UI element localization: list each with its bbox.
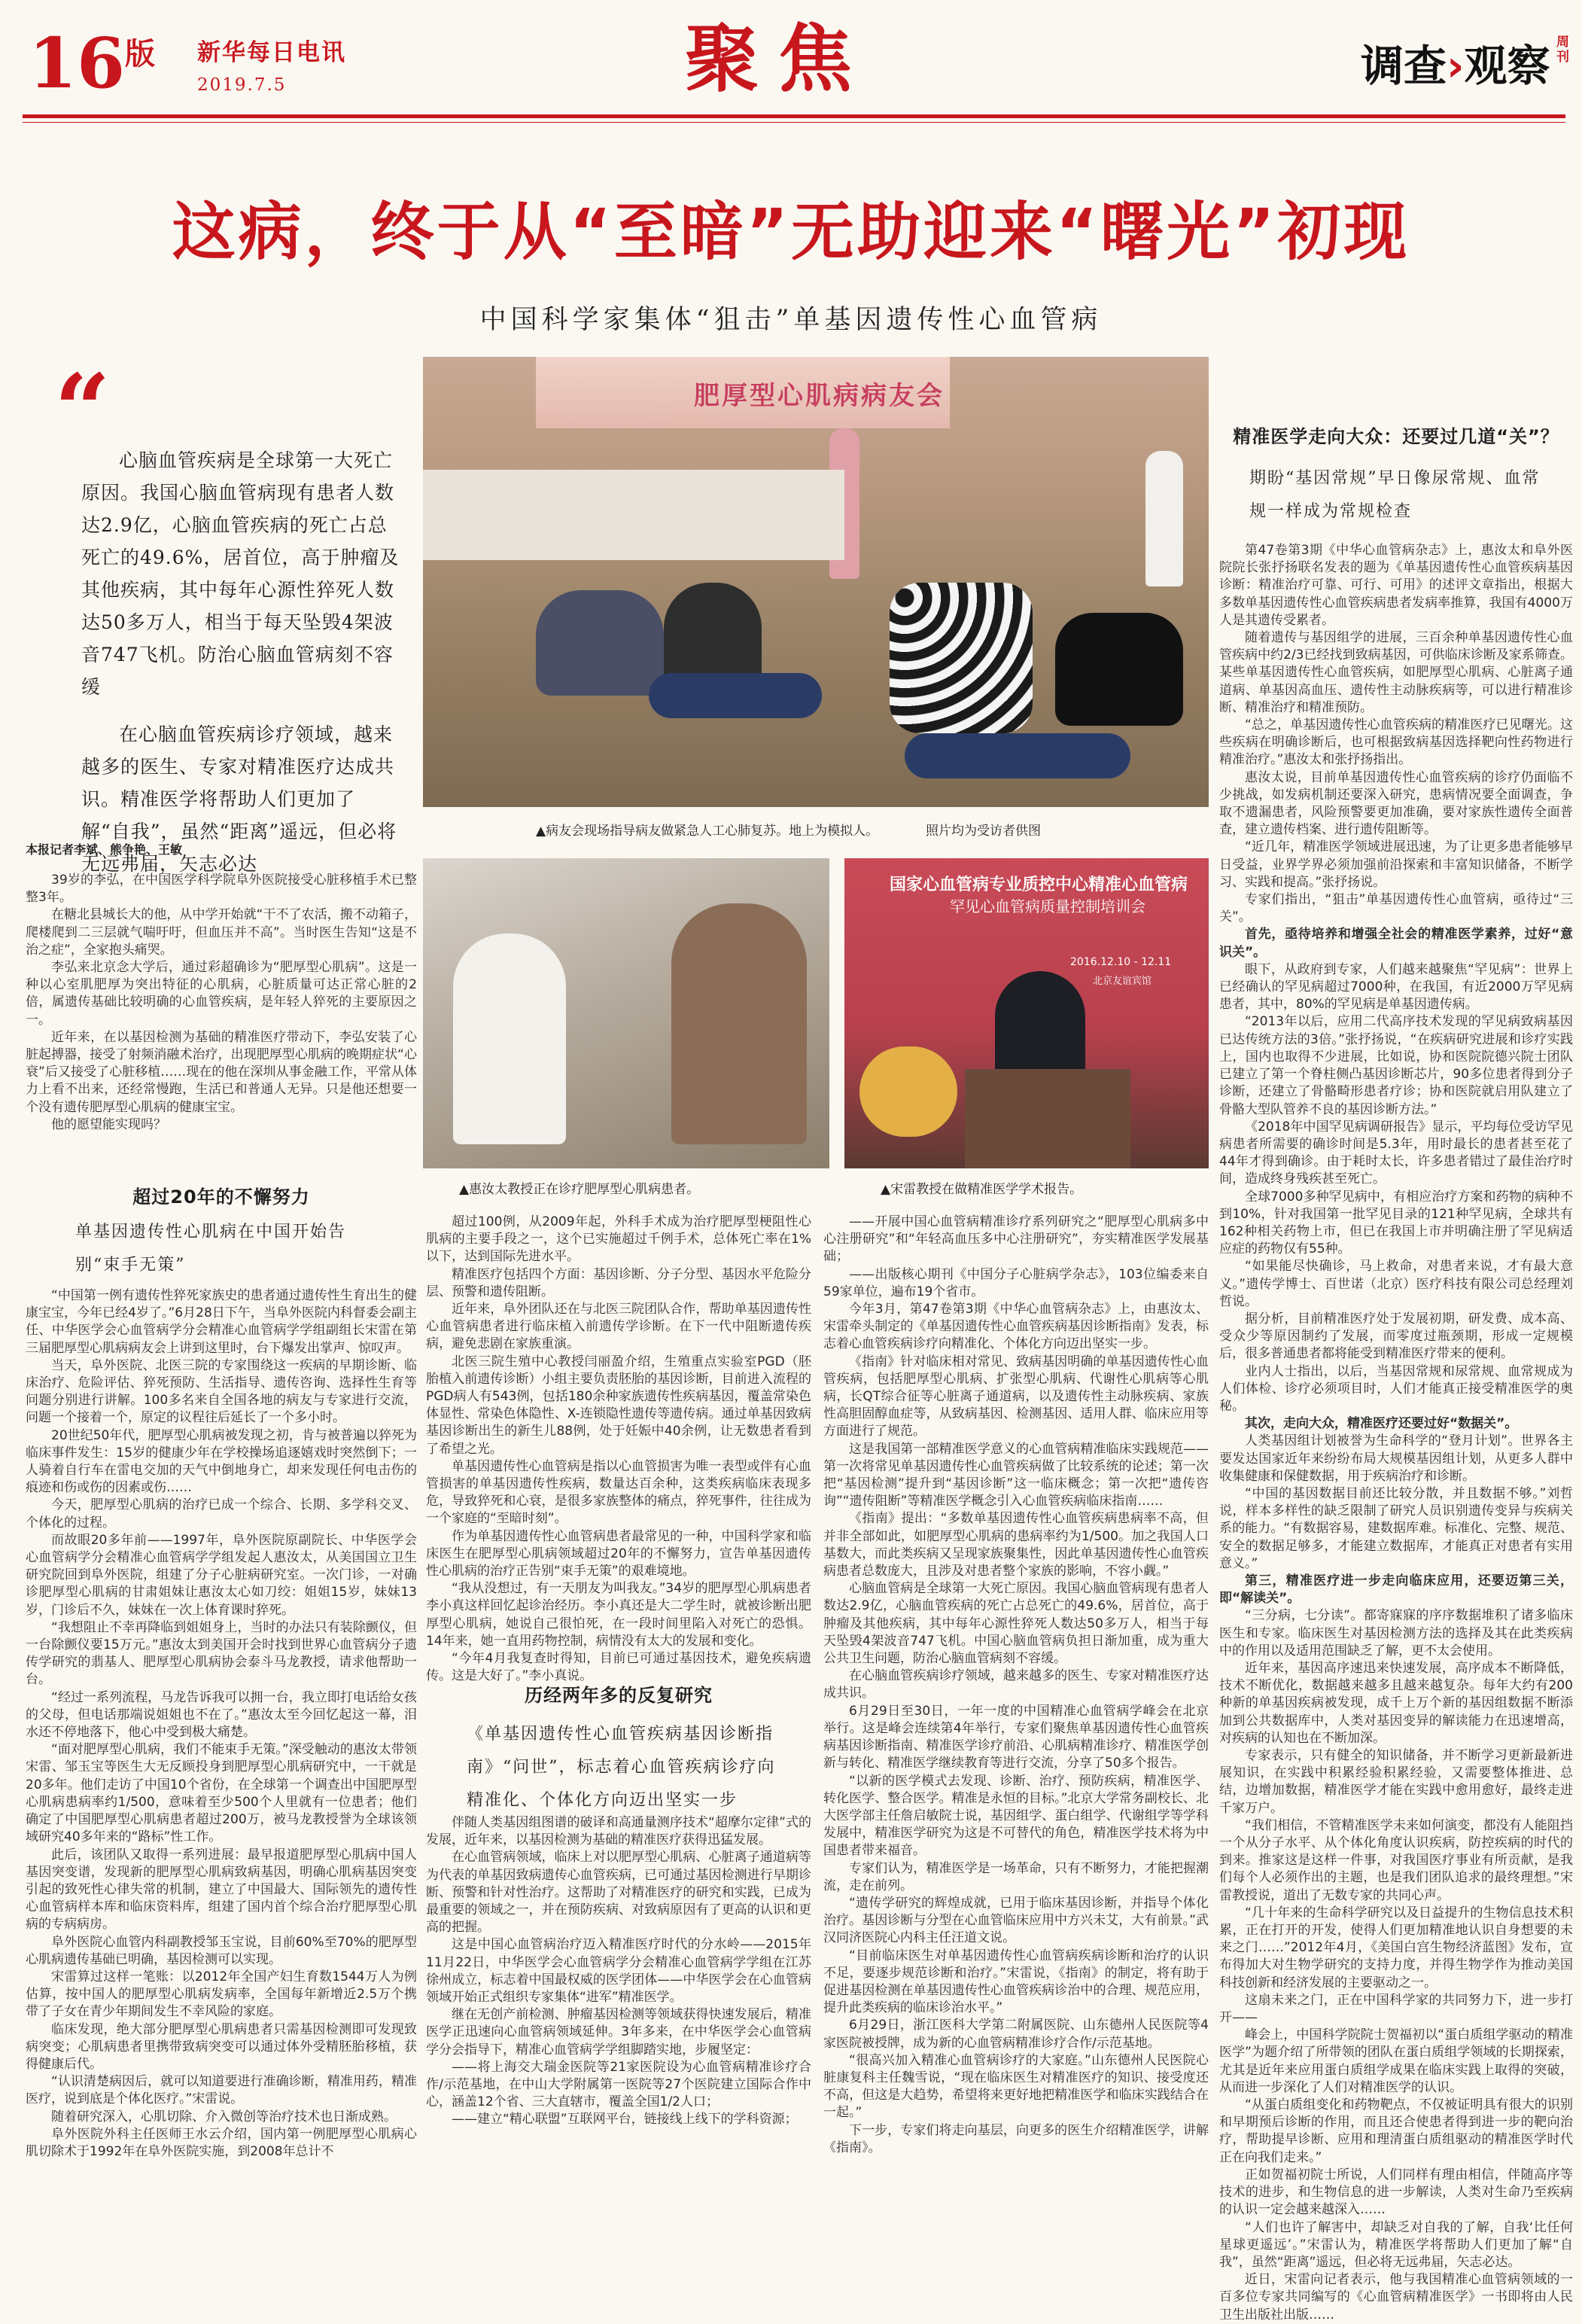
body-paragraph: 峰会上，中国科学院院士贺福初以“蛋白质组学驱动的精准医学”为题介绍了所带领的团队在蛋白质组学领域的长期探索，尤其是近年来应用蛋白质组学成果在临床实践上取得的突破，从而进一步深化了人们对精准医学的认识。: [1219, 2027, 1573, 2095]
body-paragraph: 精准医疗包括四个方面：基因诊断、分子分型、基因水平危险分层、预警和遗传阻断。: [426, 1266, 811, 1299]
body-paragraph: 业内人士指出，以后，当基因常规和尿常规、血常规成为人们体检、诊疗必须项目时，人们才能真正接受精准医学的奥秘。: [1219, 1363, 1573, 1414]
body-paragraph: 而故眼20多年前——1997年，阜外医院原副院长、中华医学会心血管病学分会精准心血管病学学组发起人惠汝太，从美国国立卫生研究院回到阜外医院，组建了分子心脏病研究室。一次门诊，一对确诊肥厚型心肌病的甘肃姐妹让惠汝太心如刀绞：姐姐15岁，妹妹13岁，门诊后不久，妹妹在一次上体育课时猝死。: [26, 1532, 417, 1618]
lead-paragraph: 心脑血管疾病是全球第一大死亡原因。我国心脑血管病现有患者人数达2.9亿，心脑血管疾病的死亡占总死亡的49.6%，居首位，高于肿瘤及其他疾病，其中每年心源性猝死人数达50多万人，相当于每天坠毁4架波音747飞机。防治心脑血管病刻不容缓: [81, 449, 400, 698]
article-subheadline: 中国科学家集体“狙击”单基因遗传性心血管病: [479, 305, 1103, 335]
body-paragraph: 专家们指出，“狙击”单基因遗传性心血管病，亟待过“三关”。: [1219, 892, 1573, 925]
photo-mannequin: [649, 673, 822, 718]
body-paragraph: 20世纪50年代，肥厚型心肌病被发现之初，肯与被普遍以猝死为临床事件发生：15岁的健康少年在学校操场追逐嬉戏时突然倒下；一人骑着自行车在雷电交加的天气中倒地身亡，却来发现任何电击伤的痕迹和伤或伤的因素或伤……: [26, 1427, 417, 1496]
photo-figure: [671, 903, 807, 1144]
body-paragraph: 这是我国第一部精准医学意义的心血管病精准临床实践规范——第一次将常见单基因遗传性心血管疾病做了比较系统的论述；第一次把“基因检测”提升到“基因诊断”这一临床概念；第一次把“遗传咨询”“遗传阻断”等精准医学概念引入心血管疾病临床指南……: [823, 1441, 1209, 1509]
photo-credit: 照片均为受访者供图: [926, 824, 1041, 839]
body-paragraph: 继在无创产前检测、肿瘤基因检测等领域获得快速发展后，精准医学正迅速向心血管病领域延伸。3年多来，在中华医学会心血管病学分会指导下，精准心血管病学学组脚踏实地，步履坚定：: [426, 2007, 811, 2057]
body-paragraph: “以新的医学模式去发现、诊断、治疗、预防疾病，精准医学、转化医学、整合医学。精准是永恒的目标。”北京大学常务副校长、北大医学部主任詹启敏院士说，基因组学、蛋白组学、代谢组学等学科发展中，精准医学研究为这是不可替代的角色，精准医学技术将为中国患者带来福音。: [823, 1773, 1209, 1859]
body-paragraph: ——建立“精心联盟”互联网平台，链接线上线下的学科资源；: [452, 2112, 798, 2128]
photo-figure: [995, 971, 1085, 1084]
byline: 本报记者李斌、熊争艳、王敏: [26, 842, 183, 857]
body-paragraph: “今年4月我复查时得知，目前已可通过基因技术，避免疾病遗传。这是大好了。”李小真说。: [426, 1651, 811, 1684]
body-paragraph: 第47卷第3期《中华心血管病杂志》上，惠汝太和阜外医院院长张抒扬联名发表的题为《单基因遗传性心血管疾病基因诊断：精准治疗可靠、可行、可用》的述评文章指出，根据大多数单基因遗传性心血管疾病患者发病率推算，我国有4000万人是其遗传受累者。: [1219, 543, 1573, 628]
body-paragraph: “认识清楚病因后，就可以知道要进行准确诊断，精准用药，精准医疗，说到底是个体化医疗。”宋雷说。: [26, 2074, 417, 2107]
body-paragraph: ——将上海交大瑞金医院等21家医院设为心血管病精准诊疗合作/示范基地，在中山大学附属第一医院等27个医院建立国际合作中心，涵盖12个省、三大直辖市，覆盖全国1/2人口；: [426, 2059, 811, 2110]
body-paragraph: 正如贺福初院士所说，人们同样有理由相信，伴随高序等技术的进步，和生物信息的进一步解读，人类对生命乃至疾病的认识一定会越来越深入……: [1219, 2167, 1573, 2218]
issue-date: 2019.7.5: [197, 75, 287, 95]
body-paragraph: 专家们认为，精准医学是一场革命，只有不断努力，才能把握潮流，走在前列。: [823, 1860, 1209, 1893]
body-paragraph: 临床发现，绝大部分肥厚型心肌病患者只需基因检测即可发现致病突变；心肌病患者里携带致病突变可以通过体外受精胚胎移植，获得健康后代。: [26, 2021, 417, 2072]
body-paragraph: “我们相信，不管精准医学未来如何演变，都没有人能阻挡一个从分子水平、从个体化角度认识疾病，防控疾病的时代的到来。推家这是这样一件事，对我国医疗事业有所贡献，是我们每个人必须作出的主题，也是我们团队追求的最终理想。”宋雷教授说，道出了无数专家的共同心声。: [1219, 1817, 1573, 1903]
lead-block: [81, 444, 403, 880]
photo-table: [423, 470, 844, 560]
column-brand: [1361, 41, 1550, 91]
body-paragraph: “中国第一例有遗传性猝死家族史的患者通过遗传性生育出生的健康宝宝，今年已经4岁了。”6月28日下午，当阜外医院内科督委会副主任、中华医学会心血管病学分会精准心血管病学学组副组长宋雷在第三届肥厚型心肌病病友会上讲到这里时，台下爆发出掌声、惊叹声。: [26, 1288, 417, 1356]
body-column-1b: [26, 1287, 417, 2274]
photo-flowers: [859, 1046, 957, 1137]
body-paragraph: ——开展中国心血管病精准诊疗系列研究之“肥厚型心肌病多中心注册研究”和“年轻高血压多中心注册研究”，夯实精准医学发展基础；: [823, 1214, 1209, 1265]
body-paragraph: 李弘来北京念大学后，通过彩超确诊为“肥厚型心肌病”。这是一种以心室肌肥厚为突出特征的心肌病，心脏质量可达正常心脏的2倍，属遗传基础比较明确的心血管疾病，是年轻人猝死的主要原因之一。: [26, 960, 417, 1028]
body-paragraph: 这扇未来之门，正在中国科学家的共同努力下，进一步打开——: [1219, 1992, 1573, 2026]
body-paragraph: 在心血管病领域，临床上对以肥厚型心肌病、心脏离子通道病等为代表的单基因致病遗传心血管疾病，已可通过基因检测进行早期诊断、预警和针对性治疗。这帮助了对精准医疗的研究和实践，已成为最重要的领域之一，并在预防疾病、对致病原因有了更高的认识和更高的把握。: [426, 1850, 811, 1936]
body-paragraph: 据分析，目前精准医疗处于发展初期，研发费、成本高、受众少等原因制约了发展，而零度过瓶颈期，形成一定规模后，很多普通患者都将能受到精准医疗带来的便利。: [1219, 1311, 1573, 1362]
body-column-3: [823, 1214, 1209, 2275]
body-paragraph: “很高兴加入精准心血管病诊疗的大家庭。”山东德州人民医院心脏康复科主任魏雪说，“现在临床医生对精准医疗的知识、接受度还不高，但这是大趋势，希望将来更好地把精准医学和临床实践结合在一起。”: [823, 2052, 1209, 2121]
article-headline: 这病，终于从“至暗”无助迎来“曙光”初现: [172, 195, 1410, 269]
lead-paragraph: 在心脑血管疾病诊疗领域，越来越多的医生、专家对精准医疗达成共识。精准医学将帮助人们更加了解“自我”，虽然“距离”遥远，但必将无远弗届，矢志必达: [81, 723, 397, 875]
body-paragraph: “人们也许了解害中，却缺乏对自我的了解，自我‘比任何星球更遥远’。”宋雷认为，精准医学将帮助人们更加了解“自我”，虽然“距离”遥远，但必将无远弗届，矢志必达。: [1219, 2219, 1573, 2270]
body-paragraph: 下一步，专家们将走向基层，向更多的医生介绍精准医学，讲解《指南》。: [823, 2122, 1209, 2155]
body-paragraph: “遗传学研究的辉煌成就，已用于临床基因诊断，并指导个体化治疗。基因诊断与分型在心血管临床应用中方兴未艾，大有前景。”武汉同济医院心内科主任汪道文说。: [823, 1895, 1209, 1946]
body-paragraph: “如果能尽快确诊，马上救命，对患者来说，才有最大意义。”遗传学博士、百世诺（北京）医疗科技有限公司总经理刘哲说。: [1219, 1259, 1573, 1309]
body-paragraph: 此后，该团队又取得一系列进展：最早报道肥厚型心肌病中国人基因突变谱，发现新的肥厚型心肌病致病基因，明确心肌病基因突变引起的致死性心律失常的机制，建立了中国最大、国际领先的遗传性心血管病样本库和临床资料库，组建了国内首个综合治疗肥厚型心肌病的专病病房。: [26, 1847, 417, 1933]
lecture-banner-title: 国家心血管病专业质控中心精准心血管病: [890, 876, 1188, 894]
newspaper-name: 新华每日电讯: [197, 39, 346, 66]
body-paragraph: 当天，阜外医院、北医三院的专家围绕这一疾病的早期诊断、临床治疗、危险评估、猝死预防、生活指导、遗传咨询、选择性生育等问题分别进行讲解。100多名来自全国各地的病友与专家进行交流，问题一个接着一个，原定的议程往后延长了一个多小时。: [26, 1357, 417, 1426]
body-paragraph: 全球7000多种罕见病中，有相应治疗方案和药物的病种不到10%，针对我国第一批罕见目录的121种罕见病，全球共有162种相关药物上市，但已在我国上市并明确注册了罕见病适应症的药物仅有55种。: [1219, 1189, 1573, 1257]
body-paragraph: 6月29日，浙江医科大学第二附属医院、山东德州人民医院等4家医院被授牌，成为新的心血管病精准诊疗合作/示范基地。: [823, 2018, 1209, 2051]
photo-figure: [1055, 613, 1183, 726]
column-brand-right: 观察: [1464, 41, 1550, 91]
body-paragraph: 超过100例，从2009年起，外科手术成为治疗肥厚型梗阻性心肌病的主要手段之一，这个已实施超过千例手术，总体死亡率在1%以下，达到国际先进水平。: [426, 1214, 811, 1265]
photo-mannequin: [905, 733, 1130, 778]
doctor-photo: [423, 858, 829, 1168]
body-paragraph: 这是中国心血管病治疗迈入精准医疗时代的分水岭——2015年11月22日，中华医学会心血管病学分会精准心血管病学学组在江苏徐州成立，标志着中国最权威的医学团体——中华医学会在心血管病领域开始正式组织专家集体“进军”精准医学。: [426, 1937, 811, 2006]
body-paragraph: “中国的基因数据目前还比较分散，并且数据不够。”刘哲说，样本多样性的缺乏限制了研究人员识别遗传变异与疾病关系的能力。“有数据容易，建数据库难。标准化、完整、规范、安全的数据足够多，才能建立数据库，才能真正对患者有实用意义。”: [1219, 1485, 1573, 1571]
main-photo: [423, 357, 1209, 807]
section-title: 聚焦: [685, 16, 872, 102]
body-paragraph: 阜外医院心血管内科副教授邹玉宝说，目前60%至70%的肥厚型心肌病遗传基础已明确，基因检测可以实现。: [26, 1934, 417, 1967]
weekly-label: 周刊: [1556, 35, 1569, 65]
quote-mark-icon: “: [54, 352, 111, 468]
body-paragraph: 近年来，基因高序速迅来快速发展，高序成本不断降低，技术不断优化，数据越来越多且越来越复杂。每年大约有200种新的单基因疾病被发现，成千上万个新的基因组数据不断添加到公共数据库中，人类对基因变异的解读能力在迅速增高，对疾病的认知也在不断加深。: [1219, 1661, 1573, 1746]
body-paragraph: “三分病，七分读”。都寄寐寐的序序数据堆积了诸多临床医生和专家。临床医生对基因检测方法的选择及其在此类疾病中的作用以及适用范围缺乏了解，更不太会使用。: [1219, 1608, 1573, 1658]
photo-figure: [890, 583, 1033, 733]
body-paragraph: 近日，宋雷向记者表示，他与我国精准心血管病领域的一百多位专家共同编写的《心血管病精准医学》一书即将由人民卫生出版社出版……: [1219, 2272, 1573, 2322]
body-paragraph: 人类基因组计划被誉为生命科学的“登月计划”。世界各主要发达国家近年来纷纷布局大规模基因组计划，从更多人群中收集健康和保健数据，用于疾病治疗和诊断。: [1219, 1433, 1573, 1484]
body-paragraph: “我想阻止不幸再降临到姐姐身上，当时的办法只有装除颤仪，但一台除颤仪要15万元。”惠汝太到美国开会时找到世界心血管病分子遗传学研究的翡基人、肥厚型心肌病协会泰斗马龙教授，请求他帮助一台。: [26, 1619, 417, 1688]
column-brand-left: 调查: [1361, 41, 1447, 91]
lecture-date: 2016.12.10 - 12.11: [1070, 956, 1172, 968]
body-paragraph: 专家表示，只有健全的知识储备，并不断学习更新最新进展知识，在实践中积累经验积累经验，又需要整体推进、总结，边增加数据，精准医学才能在实践中愈用愈好，最终走进千家万户。: [1219, 1748, 1573, 1816]
body-paragraph: 他的愿望能实现吗？: [51, 1116, 166, 1132]
lecture-place: 北京友谊宾馆: [1093, 976, 1152, 987]
body-paragraph: 阜外医院外科主任医师王水云介绍，国内第一例肥厚型心肌病心肌切除术于1992年在阜外医院实施，到2008年总计不: [26, 2126, 417, 2159]
section-subheading-2: 《单基因遗传性心血管疾病基因诊断指南》“问世”，标志着心血管疾病诊疗向精准化、个体化方向迈出坚实一步: [467, 1725, 776, 1810]
section-subheading-1: 单基因遗传性心肌病在中国开始告别“束手无策”: [75, 1223, 347, 1275]
body-paragraph: “从蛋白质组变化和药物靶点，不仅被证明具有很大的识别和早期预后诊断的作用，而且还合使患者得到进一步的靶向治疗，帮助提早诊断、应用和理清蛋白质组驱动的精准医学时代正在向我们走来。”: [1219, 2097, 1573, 2165]
main-photo-caption: ▲病友会现场指导病友做紧急人工心肺复苏。地上为模拟人。: [536, 824, 879, 839]
body-paragraph: 随着研究深入，心肌切除、介入微创等治疗技术也日渐成熟。: [51, 2109, 397, 2124]
body-paragraph: “几十年来的生命科学研究以及日益提升的生物信息技术积累，正在打开的开发，使得人们更加精准地认识自身想要的未来之门……”2012年4月，《美国白宫生物经济蓝图》发布，宣布得加大对生物学研究的支持力度，并得生物学作为推动美国科技创新和经济发展的主要驱动之一。: [1219, 1905, 1573, 1990]
body-paragraph: 惠汝太说，目前单基因遗传性心血管疾病的诊疗仍面临不少挑战，如发病机制还要深入研究，患病情况要全面调查，争取不遗漏患者，风险预警要更加准确，要对家族性遗传全面普查，建立遗传档案、进行遗传阻断等。: [1219, 769, 1573, 838]
body-paragraph: 其次，走向大众，精准医疗还要过好“数据关”。: [1245, 1416, 1518, 1432]
body-paragraph: “总之，单基因遗传性心血管疾病的精准医疗已见曙光。这些疾病在明确诊断后，也可根据致病基因选择靶向性药物进行精准治疗。”惠汝太和张抒扬指出。: [1219, 717, 1573, 768]
body-column-2: [426, 1214, 811, 1684]
section-heading-1: 超过20年的不懈努力: [132, 1186, 310, 1208]
header-rule-thin: [23, 122, 1565, 123]
section-heading-2: 历经两年多的反复研究: [525, 1685, 713, 1706]
body-paragraph: 首先，亟待培养和增强全社会的精准医学素养，过好“意识关”。: [1219, 927, 1573, 960]
body-column-2b: [426, 1814, 811, 2274]
lecture-photo: [844, 858, 1209, 1168]
page-number: $16^版$: [29, 23, 156, 104]
photo-figure: [1145, 451, 1183, 586]
photo-banner-title: 肥厚型心肌病病友会: [694, 381, 945, 411]
body-paragraph: 作为单基因遗传性心血管病患者最常见的一种，中国科学家和临床医生在肥厚型心肌病领域超过20年的不懈努力，宣告单基因遗传性心肌病的治疗正告别“束手无策”的艰难境地。: [426, 1528, 811, 1579]
body-paragraph: 北医三院生殖中心教授闫丽盈介绍，生殖重点实验室PGD（胚胎植入前遗传诊断）小组主要负责胚胎的基因诊断，目前进入流程的PGD病人有543例，包括180余种家族遗传性疾病基因，覆盖常染色体显性、常染色体隐性、X-连锁隐性遗传等遗传病。通过单基因致病基因诊断出生的新生儿88例，处于妊娠中40余例，让无数患者看到了希望之光。: [426, 1354, 811, 1457]
body-paragraph: “目前临床医生对单基因遗传性心血管病疾病诊断和治疗的认识不足，要逐步规范诊断和治疗。”宋雷说，《指南》的制定，将有助于促进基因检测在单基因遗传性心血管疾病诊治中的合理、规范应用，提升此类疾病的临床诊治水平。”: [823, 1948, 1209, 2016]
body-paragraph: 随着遗传与基因组学的进展，三百余种单基因遗传性心血管疾病中约2/3已经找到致病基因，可供临床诊断及家系筛查。某些单基因遗传性心血管疾病，如肥厚型心肌病、心脏离子通道病、单基因高血压、遗传性主动脉疾病等，可以进行精准诊断、精准治疗和精准预防。: [1219, 630, 1573, 715]
body-paragraph: 近年来，阜外团队还在与北医三院团队合作，帮助单基因遗传性心血管病患者进行临床植入前遗传学诊断。在下一代中阻断遗传疾病，避免悲剧在家族重演。: [426, 1302, 811, 1352]
body-paragraph: 《指南》提出：“多数单基因遗传性心血管疾病患病率不高，但并非全部如此，如肥厚型心肌病的患病率约为1/500。加之我国人口基数大，而此类疾病又呈现家族聚集性，因此单基因遗传性心血管疾病患者总数庞大，且涉及对患者整个家族的影响，不容小觑。”: [823, 1511, 1209, 1579]
body-column-4: [1219, 542, 1573, 2322]
body-paragraph: 《指南》针对临床相对常见、致病基因明确的单基因遗传性心血管疾病，包括肥厚型心肌病、扩张型心肌病、代谢性心肌病等心肌病，长QT综合征等心脏离子通道病，以及遗传性主动脉疾病、家族性高胆固醇血症等，从致病基因、检测基因、适用人群、临床应用等方面进行了规范。: [823, 1354, 1209, 1439]
body-paragraph: 6月29日至30日，一年一度的中国精准心血管病学峰会在北京举行。这是峰会连续第4年举行，专家们聚焦单基因遗传性心血管疾病基因诊断指南、精准医学诊疗前沿、心肌病精准诊疗、精准医学创新与转化、精准医学继续教育等进行交流，分享了50多个报告。: [823, 1703, 1209, 1771]
body-paragraph: “近几年，精准医学领域进展迅速，为了让更多患者能够早日受益，业界学界必须加强前沿探索和丰富知识储备，不断学习、实践和提高。”张抒扬说。: [1219, 839, 1573, 890]
page-suffix: 版: [125, 36, 156, 72]
body-paragraph: 39岁的李弘，在中国医学科学院阜外医院接受心脏移植手术已整整3年。: [26, 873, 417, 906]
body-paragraph: 近年来，在以基因检测为基础的精准医疗带动下，李弘安装了心脏起搏器，接受了射频消融术治疗，出现肥厚型心肌病的晚期症状“心衰”后又接受了心脏移植……现在的他在深圳从事金融工作，平常从体力上看不出来，还经常慢跑，生活已和普通人无异。只是他还想要一个没有遗传肥厚型心肌病的健康宝宝。: [26, 1029, 417, 1115]
photo-figure: [536, 590, 664, 696]
body-paragraph: 《2018年中国罕见病调研报告》显示，平均每位受访罕见病患者所需要的确诊时间是5.3年，用时最长的患者甚至花了44年才得到确诊。由于耗时太长，许多患者错过了最佳治疗时间，造成终身残疾甚至死亡。: [1219, 1119, 1573, 1187]
body-column-1: [26, 872, 417, 1171]
body-paragraph: 心脑血管病是全球第一大死亡原因。我国心脑血管病现有患者人数达2.9亿，心脑血管疾病的死亡占总死亡的49.6%，居首位，高于肿瘤及其他疾病，其中每年心源性猝死人数达50多万人，相当于每天坠毁4架波音747飞机。中国心脑血管病负担日渐加重，成为重大公共卫生问题，防治心脑血管病刻不容缓。: [823, 1581, 1209, 1667]
body-paragraph: “经过一系列流程，马龙告诉我可以拥一台，我立即打电话给女孩的父母，但电话那端说姐姐也不在了。”惠汝太至今回忆起这一幕，泪水还不停地落下，他心中受到极大痛楚。: [26, 1689, 417, 1741]
doctor-photo-caption: ▲惠汝太教授正在诊疗肥厚型心肌病患者。: [459, 1182, 700, 1197]
body-paragraph: 第三，精准医疗进一步走向临床应用，还要迈第三关，即“解读关”。: [1219, 1573, 1573, 1607]
lecture-photo-caption: ▲宋雷教授在做精准医学学术报告。: [881, 1182, 1083, 1197]
header-rule: [23, 114, 1565, 118]
body-paragraph: ——出版核心期刊《中国分子心脏病学杂志》，103位编委来自59家单位，遍布19个省市。: [823, 1266, 1209, 1299]
body-paragraph: 在心脑血管疾病诊疗领域，越来越多的医生、专家对精准医疗达成共识。: [823, 1668, 1209, 1701]
body-paragraph: “我从没想过，有一天朋友为叫我友。”34岁的肥厚型心肌病患者李小真这样回忆起诊治经历。李小真还是大二学生时，就被诊断出肥厚型心肌病，她说自己很怕死，在一段时间里陷入对死亡的恐惧。14年来，她一直用药物控制，病情没有太大的发展和变化。: [426, 1581, 811, 1649]
body-paragraph: 今天，肥厚型心肌病的治疗已成一个综合、长期、多学科交叉、个体化的过程。: [26, 1497, 417, 1531]
body-paragraph: 眼下，从政府到专家，人们越来越聚焦“罕见病”：世界上已经确认的罕见病超过7000种，在我国，有近2000万罕见病患者，其中，80%的罕见病是单基因遗传病。: [1219, 961, 1573, 1013]
lecture-banner-sub: 罕见心血管病质量控制培训会: [950, 897, 1145, 915]
body-paragraph: 宋雷算过这样一笔账：以2012年全国产妇生育数1544万人为例估算，按中国人的肥厚型心肌病发病率，全国每年新增近2.5万个携带了子女在青少年期间发生不幸风险的家庭。: [26, 1969, 417, 2020]
body-paragraph: “2013年以后，应用二代高序技术发现的罕见病致病基因已达传统方法的3倍。”张抒扬说，“在疾病研究进展和诊疗实践上，国内也取得不少进展，比如说，协和医院院德兴院士团队已建立了第一个脊柱侧凸基因诊断芯片，90多位患者得到分子诊断，还建立了骨骼畸形患者疗诊；协和医院就启用队建立了骨骼大型队管养不良的基因诊断方法。”: [1219, 1014, 1573, 1117]
body-paragraph: 单基因遗传性心血管病是指以心血管损害为唯一表型或伴有心血管损害的单基因遗传性疾病，数量达百余种，这类疾病临床表现多危，导致猝死和心衰，是很多家族整体的痛点，猝死事件，往往成为一个家庭的“至暗时刻”。: [426, 1458, 811, 1527]
body-paragraph: 今年3月，第47卷第3期《中华心血管病杂志》上，由惠汝太、宋雷牵头制定的《单基因遗传性心血管疾病基因诊断指南》发表，标志着心血管疾病诊疗向精准化、个体化方向迈出坚实一步。: [823, 1302, 1209, 1352]
section-heading-3: 精准医学走向大众：还要过几道“关”？: [1233, 426, 1559, 447]
section-subheading-3: 期盼“基因常规”早日像尿常规、血常规一样成为常规检查: [1249, 469, 1541, 521]
photo-figure: [453, 934, 566, 1144]
column-brand-arrow: ›: [1447, 41, 1465, 91]
body-paragraph: 伴随人类基因组图谱的破译和高通量测序技术“超摩尔定律”式的发展，近年来，以基因检测为基础的精准医疗获得迅猛发展。: [426, 1815, 811, 1848]
body-paragraph: “面对肥厚型心肌病，我们不能束手无策。”深受触动的惠汝太带领宋雷、邹玉宝等医生大无反顾投身到肥厚型心肌病研究中，一干就是20多年。他们走访了中国10个省份，在全球第一个调查出中国肥厚型心肌病患病率约1/500，意味着至少500个人里就有一位患者；他们确定了中国肥厚型心肌病患者超过200万，被马龙教授誉为全球该领域研究40多年来的“路标”性工作。: [26, 1742, 417, 1845]
photo-podium: [965, 1069, 1130, 1168]
body-paragraph: 在糖北县城长大的他，从中学开始就“干不了农活，搬不动箱子，爬楼爬到二三层就气喘吁吁，但血压并不高”。当时医生告知“这是不治之症”，全家抱头痛哭。: [26, 907, 417, 958]
